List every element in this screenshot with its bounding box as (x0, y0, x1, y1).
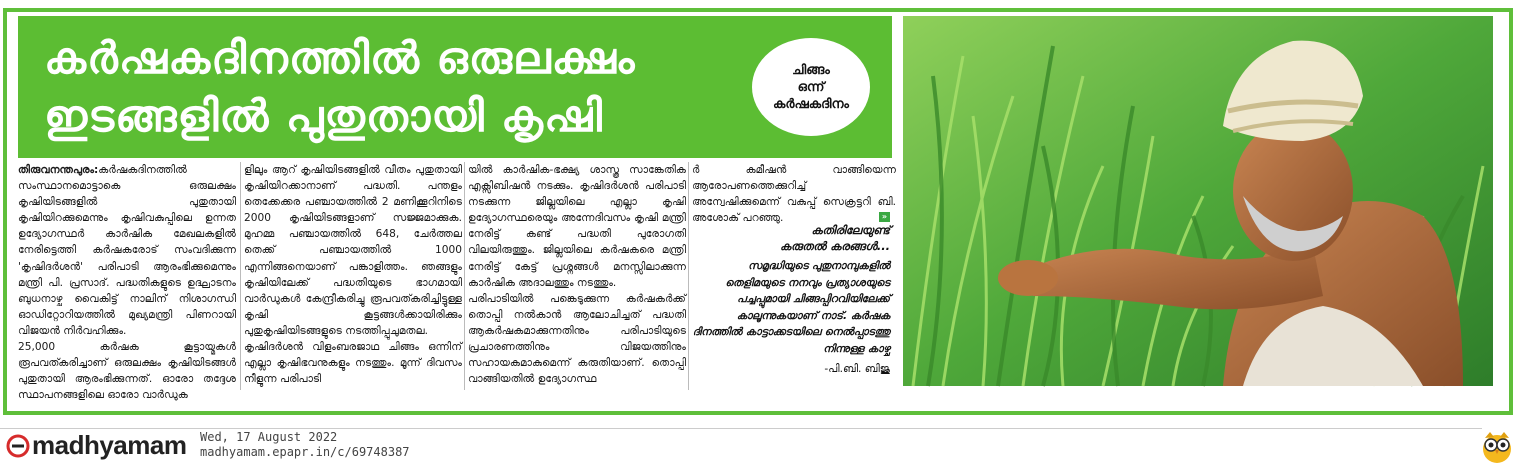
article-paragraph: യിൽ കാർഷിക-ഭക്ഷ്യ ശാസ്ത്ര സാങ്കേതിക എക്സിബിഷൻ നടക്കും. കൃഷിദർശൻ പരിപാടി നടക്കുന്ന ജില്ലയിലെ എല്ലാ കൃഷി ഉദ്യോഗസ്ഥരെയും അന്നേദിവസം കൃഷി മന്ത്രി നേരിട്ട് കണ്ട് പദ്ധതി പുരോഗതി വിലയിരുത്തും. ജില്ലയിലെ കർഷകരെ മന്ത്രി നേരിട്ട് കേട്ട് പ്രശ്നങ്ങൾ മനസ്സിലാക്കുന്ന കാർഷിക അദാലത്തും നടത്തും. (468, 164, 686, 289)
quote-icon: » (879, 212, 890, 222)
brand-name: madhyamam (32, 430, 187, 460)
article-text: കർഷകദിനത്തിൽ സംസ്ഥാനമൊട്ടാകെ ഒരുലക്ഷം കൃഷിയിടങ്ങളിൽ പുതുതായി കൃഷിയിറക്കുമെന്നും കൃഷിവകുപ്പിലെ ഉന്നത ഉദ്യോഗസ്ഥർ കാർഷിക മേഖലകളിൽ നേരിട്ടെത്തി കർഷകരോട് സംവദിക്കുന്ന 'കൃഷിദർശൻ' പരിപാടി ആരംഭിക്കുമെന്നും മന്ത്രി പി. പ്രസാദ്. പദ്ധതികളുടെ ഉദ്ഘാടനം ബുധനാഴ്ച വൈകിട്ട് നാലിന് നിശാഗന്ധി ഓഡിറ്റോറിയത്തിൽ മുഖ്യമന്ത്രി പിണറായി വിജയൻ നിർവഹിക്കും. (18, 164, 236, 337)
headline-banner (18, 16, 892, 158)
owl-icon (1480, 428, 1514, 464)
date-badge-line-3: കർഷകദിനം (772, 96, 850, 112)
madhyamam-logo[interactable] (6, 430, 186, 461)
headline-line-2: ഇടങ്ങളിൽ പുതുതായി കൃഷി (44, 91, 603, 142)
photo-credit: -പി.ബി. ബിജു (824, 363, 890, 375)
edition-meta (200, 430, 410, 460)
article-column-4 (692, 162, 896, 225)
column-divider (464, 162, 465, 390)
farmer-photo (903, 16, 1493, 386)
edition-date: Wed, 17 August 2022 (200, 430, 338, 444)
article-paragraph: കൃഷിദർശൻ വിളംബരജാഥ ചിങ്ങം ഒന്നിന് എല്ലാ കൃഷിഭവനുകളും നടത്തും. മൂന്ന് ദിവസം നീളുന്ന പരിപാടി (244, 341, 462, 386)
footer-divider (0, 428, 1482, 429)
article-paragraph: പരിപാടിയിൽ പങ്കെടുക്കുന്ന കർഷകർക്ക് തൊപ്പി നൽകാൻ ആലോചിച്ചത് പദ്ധതി ആകർഷകമാക്കുന്നതിനും പരിപാടിയുടെ പ്രചാരണത്തിനും വിജയത്തിനും സഹായകമാകുമെന്ന് കരുതിയാണ്. തൊപ്പി വാങ്ങിയതിൽ ഉദ്യോഗസ്ഥ (468, 292, 686, 386)
article-paragraph: ളിലും ആറ് കൃഷിയിടങ്ങളിൽ വീതം പുതുതായി കൃഷിയിറക്കാനാണ് പദ്ധതി. പന്തളം തെക്കേക്കര പഞ്ചായത്തിൽ 2 മണിക്കൂറിനിടെ 2000 കൃഷിയിടങ്ങളാണ് സജ്ജമാക്കുക. മുഹമ്മ പഞ്ചായത്തിൽ 648, ചേർത്തല തെക്ക് പഞ്ചായത്തിൽ 1000 എന്നിങ്ങനെയാണ് പങ്കാളിത്തം. ഞങ്ങളും കൃഷിയിലേക്ക് പദ്ധതിയുടെ ഭാഗമായി വാർഡുകൾ കേന്ദ്രീകരിച്ചു രൂപവത്കരിച്ചിട്ടുള്ള കൃഷി കൂട്ടങ്ങൾക്കായിരിക്കും പുതുകൃഷിയിടങ്ങളുടെ നടത്തിപ്പുചുമതല. (244, 164, 462, 337)
headline (44, 30, 744, 146)
date-badge-line-2: ഒന്ന് (797, 79, 825, 95)
article-paragraph: 25,000 കർഷക കൂട്ടായ്മകൾ രൂപവത്കരിച്ചാണ് ഒരുലക്ഷം കൃഷിയിടങ്ങൾ പുതുതായി ആരംഭിക്കുന്നത്. ഓരോ തദ്ദേശ സ്ഥാപനങ്ങളിലെ ഓരോ വാർഡുക (18, 341, 236, 402)
article-column-3 (468, 162, 686, 390)
caption-title-2: കരുതൽ കരങ്ങൾ... (780, 239, 890, 253)
article-column-2 (244, 162, 462, 390)
caption-body: സമൃദ്ധിയുടെ പുതുനാമ്പുകളിൽ തെളിമയുടെ നനവും പ്രത്യാശയുടെ പച്ചപ്പുമായി ചിങ്ങപ്പിറവിയിലേക്ക് കാലൂന്നുകയാണ് നാട്. കർഷക ദിനത്തിൽ കാട്ടാക്കടയിലെ നെൽപ്പാടത്തു നിന്നുള്ള കാഴ്ച (692, 260, 890, 355)
column-divider (240, 162, 241, 390)
date-badge-line-1: ചിങ്ങം (792, 62, 830, 78)
date-badge (752, 38, 870, 136)
article-paragraph (18, 162, 236, 339)
caption-title-1: കതിരിലേയുണ്ട് (811, 223, 890, 237)
article-column-1 (18, 162, 236, 402)
dateline: തിരുവനന്തപുരം: (18, 164, 99, 176)
article-paragraph: ർ കമീഷൻ വാങ്ങിയെന്ന ആരോപണത്തെക്കുറിച്ച് അന്വേഷിക്കുമെന്ന് വകുപ്പ് സെക്രട്ടറി ബി. അശോക് പറഞ്ഞു. (692, 164, 896, 225)
headline-line-1: കർഷകദിനത്തിൽ ഒരുലക്ഷം (44, 33, 636, 84)
column-divider (688, 162, 689, 390)
logo-mark-icon (6, 434, 30, 458)
photo-caption (690, 212, 890, 377)
edition-url[interactable]: madhyamam.epapr.in/c/69748387 (200, 445, 410, 459)
